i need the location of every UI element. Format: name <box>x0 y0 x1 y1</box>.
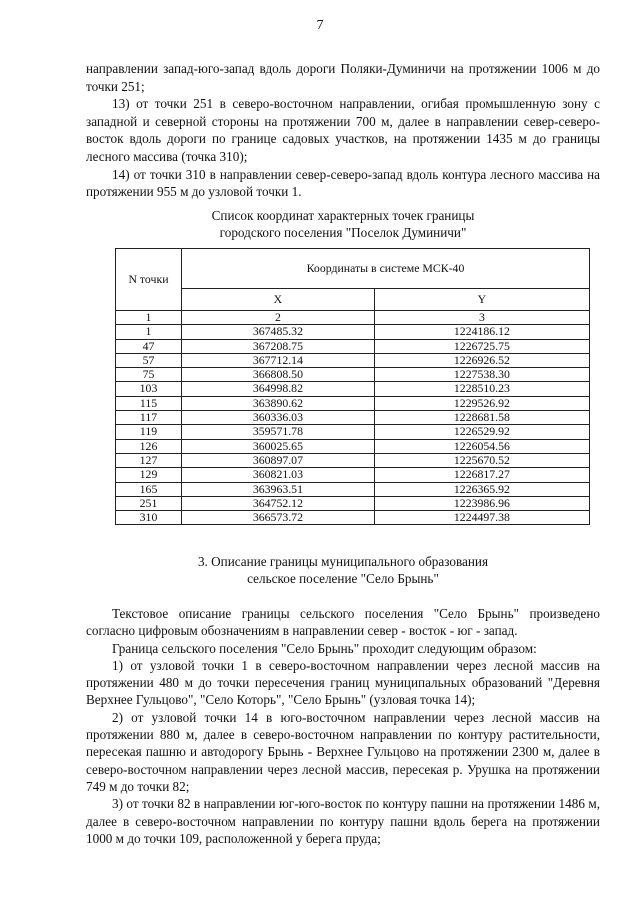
point-number-cell: 57 <box>116 353 182 367</box>
y-coordinate-cell: 1228681.58 <box>374 411 589 425</box>
x-coordinate-cell: 360336.03 <box>182 411 375 425</box>
point-number-cell: 165 <box>116 482 182 496</box>
y-coordinate-cell: 1226725.75 <box>374 339 589 353</box>
y-coordinate-cell: 1224497.38 <box>374 511 589 525</box>
header-coordinate-system: Координаты в системе МСК-40 <box>182 249 590 289</box>
intro-paragraph-14: 14) от точки 310 в направлении север-северо-запад вдоль контура лесного массива на протяжении 955 м до узловой точки 1. <box>86 166 600 200</box>
table-title-line2: городского поселения "Поселок Думиничи" <box>219 225 467 240</box>
section-paragraph-2: 2) от узловой точки 14 в юго-восточном направлении через лесной массив на протяжении 880 м, далее в северо-восточном направлении по контуру растительности, пересекая пашню и автодорогу Брынь - Верхнее Гульцово на протяжении 2300 м, далее в северо-восточном направлении через лесной массив, пересекая р. Урушка на протяжении 749 м до точки 82; <box>86 709 600 794</box>
index-cell: 2 <box>182 311 375 325</box>
x-coordinate-cell: 360025.65 <box>182 439 375 453</box>
point-number-cell: 1 <box>116 325 182 339</box>
point-number-cell: 127 <box>116 453 182 467</box>
intro-paragraph-continuation: направлении запад-юго-запад вдоль дороги Поляки-Думиничи на протяжении 1006 м до точки 251; <box>86 61 600 94</box>
header-y: Y <box>374 289 589 311</box>
section-title-line2: сельское поселение "Село Брынь" <box>247 571 439 586</box>
table-row <box>116 368 590 382</box>
section-title-line1: 3. Описание границы муниципального образования <box>197 554 489 569</box>
point-number-cell: 115 <box>116 396 182 410</box>
page-number: 7 <box>316 18 324 33</box>
table-row <box>116 482 590 496</box>
x-coordinate-cell: 367712.14 <box>182 353 375 367</box>
y-coordinate-cell: 1223986.96 <box>374 496 589 510</box>
table-row <box>116 453 590 467</box>
table-index-row <box>116 311 590 325</box>
index-cell: 3 <box>374 311 589 325</box>
y-coordinate-cell: 1224186.12 <box>374 325 589 339</box>
table-row <box>116 468 590 482</box>
x-coordinate-cell: 360897.07 <box>182 453 375 467</box>
table-row <box>116 353 590 367</box>
section-paragraph-boundary: Граница сельского поселения "Село Брынь" проходит следующим образом: <box>112 640 537 656</box>
section-text <box>86 605 600 847</box>
point-number-cell: 47 <box>116 339 182 353</box>
y-coordinate-cell: 1227538.30 <box>374 368 589 382</box>
x-coordinate-cell: 366573.72 <box>182 511 375 525</box>
section-paragraph-3: 3) от точки 82 в направлении юг-юго-восток по контуру пашни на протяжении 1486 м, далее в северо-восточном направлении по контуру пашни вдоль берега на протяжении 1000 м до точки 109, расположенной у берега пруда; <box>86 796 600 846</box>
point-number-cell: 75 <box>116 368 182 382</box>
coordinates-table <box>115 248 590 525</box>
y-coordinate-cell: 1226365.92 <box>374 482 589 496</box>
table-row <box>116 382 590 396</box>
table-row <box>116 396 590 410</box>
header-point-number: N точки <box>116 249 182 311</box>
y-coordinate-cell: 1226054.56 <box>374 439 589 453</box>
y-coordinate-cell: 1228510.23 <box>374 382 589 396</box>
x-coordinate-cell: 367208.75 <box>182 339 375 353</box>
x-coordinate-cell: 364752.12 <box>182 496 375 510</box>
table-row <box>116 496 590 510</box>
section-paragraph-description: Текстовое описание границы сельского поселения "Село Брынь" произведено согласно цифровым обозначениям в направлении север - восток - юг - запад. <box>86 606 600 639</box>
table-row <box>116 439 590 453</box>
section-paragraph-1: 1) от узловой точки 1 в северо-восточном направлении через лесной массив на протяжении 480 м до точки пересечения границ муниципальных образований "Деревня Верхнее Гульцово", "Село Которь", "Село Брынь" (узловая точка 14); <box>86 657 600 708</box>
header-x: X <box>182 289 375 311</box>
x-coordinate-cell: 363890.62 <box>182 396 375 410</box>
y-coordinate-cell: 1225670.52 <box>374 453 589 467</box>
y-coordinate-cell: 1226817.27 <box>374 468 589 482</box>
x-coordinate-cell: 364998.82 <box>182 382 375 396</box>
table-title <box>86 207 600 241</box>
point-number-cell: 251 <box>116 496 182 510</box>
y-coordinate-cell: 1226529.92 <box>374 425 589 439</box>
point-number-cell: 103 <box>116 382 182 396</box>
point-number-cell: 126 <box>116 439 182 453</box>
table-row <box>116 511 590 525</box>
table-row <box>116 425 590 439</box>
point-number-cell: 117 <box>116 411 182 425</box>
point-number-cell: 310 <box>116 511 182 525</box>
x-coordinate-cell: 360821.03 <box>182 468 375 482</box>
table-row <box>116 411 590 425</box>
point-number-cell: 119 <box>116 425 182 439</box>
x-coordinate-cell: 359571.78 <box>182 425 375 439</box>
intro-text <box>86 60 600 201</box>
y-coordinate-cell: 1229526.92 <box>374 396 589 410</box>
table-row <box>116 325 590 339</box>
y-coordinate-cell: 1226926.52 <box>374 353 589 367</box>
intro-paragraph-13: 13) от точки 251 в северо-восточном направлении, огибая промышленную зону с западной и северной стороны на протяжении 700 м, далее в направлении север-северо-восток вдоль дороги по границе садовых участков, на протяжении 1435 м до границы лесного массива (точка 310); <box>86 96 600 164</box>
section-title <box>86 553 600 587</box>
index-cell: 1 <box>116 311 182 325</box>
x-coordinate-cell: 363963.51 <box>182 482 375 496</box>
table-row <box>116 339 590 353</box>
x-coordinate-cell: 367485.32 <box>182 325 375 339</box>
table-title-line1: Список координат характерных точек границы <box>211 208 475 223</box>
point-number-cell: 129 <box>116 468 182 482</box>
x-coordinate-cell: 366808.50 <box>182 368 375 382</box>
